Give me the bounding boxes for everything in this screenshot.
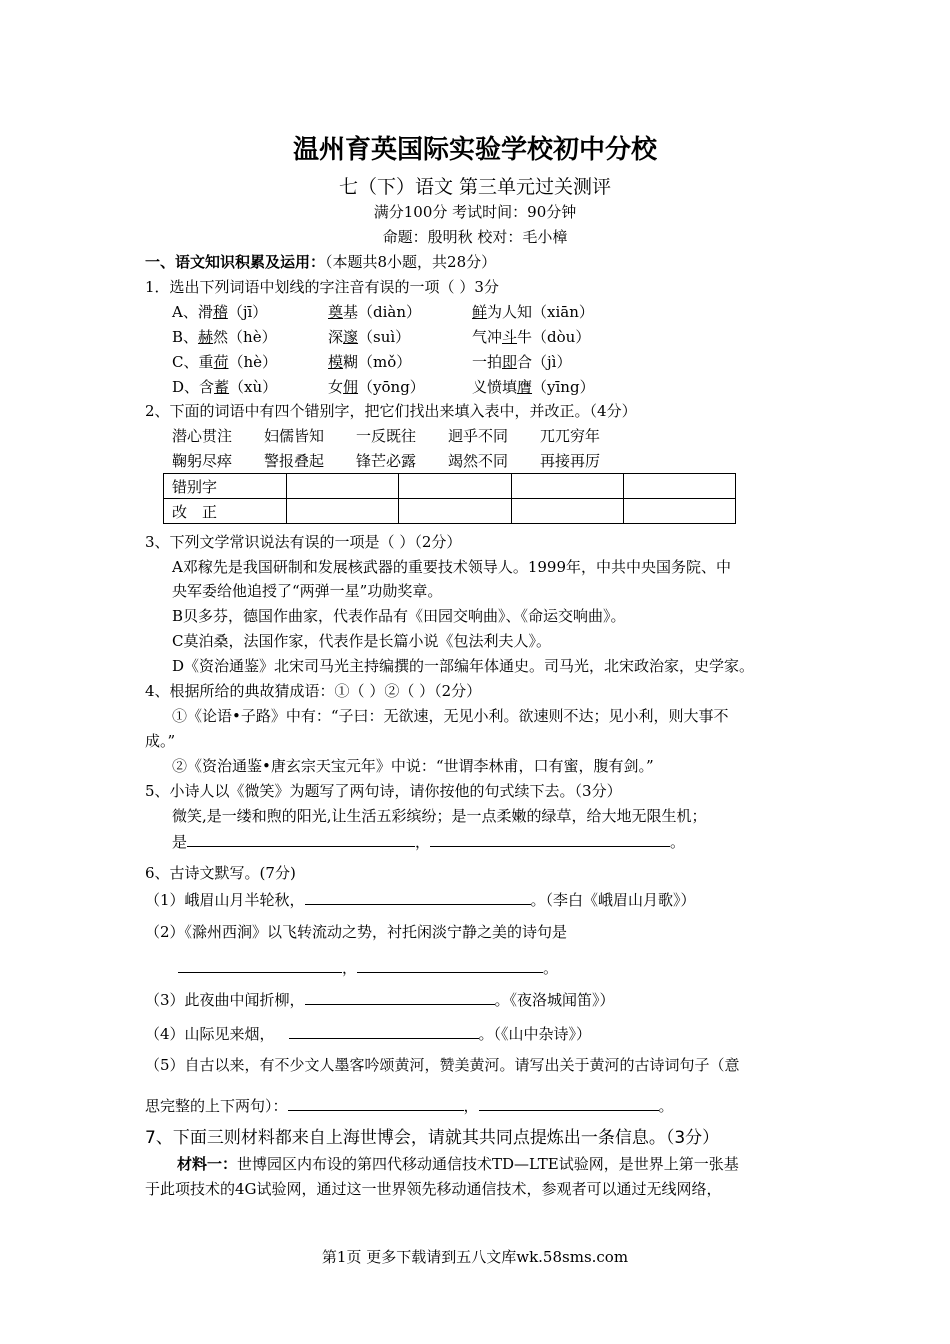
q3-option-a-cont: 央军委给他追授了“两弹一星”功勋奖章。 bbox=[172, 582, 443, 600]
q6-stem: 6、古诗文默写。(7分) bbox=[145, 864, 296, 882]
q1-option-item bbox=[328, 351, 411, 373]
score-time: 满分100分 考试时间：90分钟 bbox=[373, 203, 577, 221]
answer-blank[interactable] bbox=[178, 956, 342, 973]
answer-blank[interactable] bbox=[187, 830, 415, 847]
q7-material-label: 材料一： bbox=[177, 1155, 238, 1173]
q4-source2: ②《资治通鉴•唐玄宗天宝元年》中说：“世谓李林甫，口有蜜，腹有剑。” bbox=[172, 757, 654, 775]
q2-words-row1 bbox=[172, 425, 632, 447]
q1-underlined-char: 稽 bbox=[212, 303, 228, 321]
q1-option-text: 深 bbox=[328, 328, 344, 346]
q1-option-text: 基（diàn） bbox=[343, 303, 422, 321]
q1-option-text: （xù） bbox=[229, 378, 278, 396]
answer-blank[interactable] bbox=[430, 830, 670, 847]
q1-option-text: 合（jì） bbox=[517, 353, 572, 371]
q1-option-item bbox=[472, 376, 595, 398]
q7-material1 bbox=[177, 1153, 739, 1175]
exam-title: 七（下）语文 第三单元过关测评 bbox=[338, 176, 612, 198]
q1-underlined-char: 蓄 bbox=[214, 378, 230, 396]
q1-underlined-char: 膺 bbox=[517, 378, 533, 396]
q6-item3-text: （3）此夜曲中闻折柳， bbox=[145, 991, 305, 1009]
q1-stem: 1．选出下列词语中划线的字注音有误的一项（ ）3分 bbox=[145, 278, 499, 296]
q2-word: 一反既往 bbox=[356, 427, 417, 445]
q5-comma: ， bbox=[415, 833, 431, 851]
q5-stem: 5、小诗人以《微笑》为题写了两句诗，请你按他的句式续下去。（3分） bbox=[145, 782, 622, 800]
answer-cell[interactable] bbox=[623, 474, 735, 499]
q7-material1-cont: 于此项技术的4G试验网，通过这一世界领先移动通信技术，参观者可以通过无线网络， bbox=[145, 1180, 722, 1198]
q5-prefix: 是 bbox=[172, 833, 188, 851]
q1-option-text: C、重 bbox=[172, 353, 214, 371]
q1-underlined-char: 斗 bbox=[502, 328, 518, 346]
q6-item1 bbox=[145, 888, 696, 911]
q1-option-text: A、滑 bbox=[172, 303, 213, 321]
answer-blank[interactable] bbox=[479, 1094, 659, 1111]
q1-option-text: 一拍 bbox=[472, 353, 503, 371]
q1-option-text: 义愤填 bbox=[472, 378, 518, 396]
correction-table bbox=[163, 473, 736, 524]
q1-option-item bbox=[328, 376, 425, 398]
q4-stem: 4、根据所给的典故猜成语：①（ ）②（ ）（2分） bbox=[145, 682, 482, 700]
answer-cell[interactable] bbox=[511, 474, 623, 499]
q1-option-item bbox=[172, 351, 277, 373]
q1-option-text: （yīng） bbox=[532, 378, 595, 396]
q1-underlined-char: 模 bbox=[328, 353, 344, 371]
q2-stem: 2、下面的词语中有四个错别字，把它们找出来填入表中，并改正。（4分） bbox=[145, 402, 637, 420]
answer-blank[interactable] bbox=[305, 988, 495, 1005]
answer-blank[interactable] bbox=[305, 888, 531, 905]
q5-period: 。 bbox=[670, 833, 686, 851]
table-row bbox=[164, 474, 736, 499]
table-row bbox=[164, 499, 736, 524]
q1-option-text: 女 bbox=[328, 378, 344, 396]
q1-option-text: （yōng） bbox=[358, 378, 425, 396]
q1-option-item bbox=[328, 301, 421, 323]
answer-cell[interactable] bbox=[623, 499, 735, 524]
q5-example: 微笑,是一缕和煦的阳光,让生活五彩缤纷；是一点柔嫩的绿草，给大地无限生机； bbox=[172, 807, 707, 825]
q1-option-item bbox=[172, 376, 277, 398]
q2-words-row2 bbox=[172, 450, 632, 472]
q4-source1-cont: 成。” bbox=[145, 732, 176, 750]
table-header-cell: 错别字 bbox=[164, 474, 287, 499]
q1-option-text: D、含 bbox=[172, 378, 215, 396]
page-footer: 第1页 更多下载请到五八文库wk.58sms.com bbox=[321, 1248, 629, 1266]
q1-option-item bbox=[172, 301, 267, 323]
q3-option-c: C莫泊桑，法国作家，代表作是长篇小说《包法利夫人》。 bbox=[172, 632, 551, 650]
q2-word: 再接再厉 bbox=[540, 452, 601, 470]
q6-item5-text: 思完整的上下两句）： bbox=[145, 1097, 288, 1115]
answer-blank[interactable] bbox=[288, 1094, 464, 1111]
q1-option-item bbox=[472, 301, 594, 323]
q2-word: 竭然不同 bbox=[448, 452, 509, 470]
answer-cell[interactable] bbox=[399, 499, 511, 524]
q6-item4 bbox=[145, 1022, 591, 1045]
q1-option-text: 糊（mǒ） bbox=[343, 353, 412, 371]
q1-option-item bbox=[472, 351, 571, 373]
q3-option-b: B贝多芬，德国作曲家，代表作品有《田园交响曲》、《命运交响曲》。 bbox=[172, 607, 626, 625]
q6-item4-text: （4）山际见来烟， bbox=[145, 1025, 275, 1043]
authors: 命题：殷明秋 校对：毛小樟 bbox=[382, 228, 568, 246]
section-heading bbox=[145, 251, 496, 273]
q2-word: 锋芒必露 bbox=[356, 452, 417, 470]
q6-item4-source: 。（《山中杂诗》） bbox=[478, 1025, 592, 1043]
table-header-cell: 改 正 bbox=[164, 499, 287, 524]
answer-cell[interactable] bbox=[511, 499, 623, 524]
q1-underlined-char: 荷 bbox=[213, 353, 229, 371]
q2-word: 潜心贯注 bbox=[172, 427, 233, 445]
q1-underlined-char: 邃 bbox=[343, 328, 359, 346]
q1-underlined-char: 佣 bbox=[343, 378, 359, 396]
section-note: （本题共8小题，共28分） bbox=[325, 253, 497, 271]
q1-underlined-char: 即 bbox=[502, 353, 518, 371]
q6-item5-period: 。 bbox=[658, 1097, 674, 1115]
q1-option-text: 为人知（xiān） bbox=[487, 303, 594, 321]
q7-material-text: 世博园区内布设的第四代移动通信技术TD—LTE试验网，是世界上第一张基 bbox=[237, 1155, 739, 1173]
q6-item1-text: （1）峨眉山月半轮秋， bbox=[145, 891, 305, 909]
answer-cell[interactable] bbox=[287, 499, 399, 524]
section-title: 一、语文知识积累及运用： bbox=[145, 253, 326, 271]
q6-item2-comma: ， bbox=[342, 959, 358, 977]
q3-stem: 3、下列文学常识说法有误的一项是（ ）（2分） bbox=[145, 533, 462, 551]
answer-cell[interactable] bbox=[399, 474, 511, 499]
q2-word: 妇儒皆知 bbox=[264, 427, 325, 445]
q1-underlined-char: 赫 bbox=[198, 328, 214, 346]
q1-underlined-char: 鲜 bbox=[472, 303, 488, 321]
q6-item3 bbox=[145, 988, 615, 1011]
q6-item3-source: 。《夜洛城闻笛》） bbox=[494, 991, 615, 1009]
q1-option-text: B、 bbox=[172, 328, 199, 346]
answer-cell[interactable] bbox=[287, 474, 399, 499]
q7-stem: 7、下面三则材料都来自上海世博会，请就其共同点提炼出一条信息。（3分） bbox=[145, 1128, 720, 1148]
q2-word: 迥乎不同 bbox=[448, 427, 509, 445]
q6-item5: （5）自古以来，有不少文人墨客吟颂黄河，赞美黄河。请写出关于黄河的古诗词句子（意 bbox=[145, 1056, 740, 1074]
q6-item5-answer bbox=[145, 1094, 674, 1117]
q1-underlined-char: 奠 bbox=[328, 303, 344, 321]
q1-option-text: （suì） bbox=[358, 328, 411, 346]
q6-item5-comma: ， bbox=[463, 1097, 479, 1115]
q3-option-a: A邓稼先是我国研制和发展核武器的重要技术领导人。1999年，中共中央国务院、中 bbox=[172, 558, 732, 576]
q1-option-text: 气冲 bbox=[472, 328, 503, 346]
q4-source1: ①《论语•子路》中有：“子曰：无欲速，无见小利。欲速则不达；见小利，则大事不 bbox=[172, 707, 729, 725]
q6-item2-period: 。 bbox=[543, 959, 559, 977]
q1-option-text: 然（hè） bbox=[213, 328, 277, 346]
q1-option-item bbox=[172, 326, 277, 348]
q3-option-d: D《资治通鉴》北宋司马光主持编撰的一部编年体通史。司马光，北宋政治家，史学家。 bbox=[172, 657, 755, 675]
q1-option-text: 牛（dòu） bbox=[517, 328, 591, 346]
q1-option-item bbox=[328, 326, 410, 348]
school-title: 温州育英国际实验学校初中分校 bbox=[292, 135, 657, 165]
answer-blank[interactable] bbox=[357, 956, 543, 973]
answer-blank[interactable] bbox=[289, 1022, 479, 1039]
q6-item1-source: 。（李白《峨眉山月歌》） bbox=[530, 891, 696, 909]
q6-item2: （2）《滁州西涧》以飞转流动之势，衬托闲淡宁静之美的诗句是 bbox=[145, 923, 568, 941]
q5-answer-line bbox=[172, 830, 685, 853]
q1-option-item bbox=[472, 326, 590, 348]
q2-word: 兀兀穷年 bbox=[540, 427, 601, 445]
q1-option-text: （hè） bbox=[228, 353, 278, 371]
q2-word: 警报叠起 bbox=[264, 452, 325, 470]
q1-option-text: （jī） bbox=[227, 303, 268, 321]
q6-item2-answer bbox=[178, 956, 558, 979]
q2-word: 鞠躬尽瘁 bbox=[172, 452, 233, 470]
